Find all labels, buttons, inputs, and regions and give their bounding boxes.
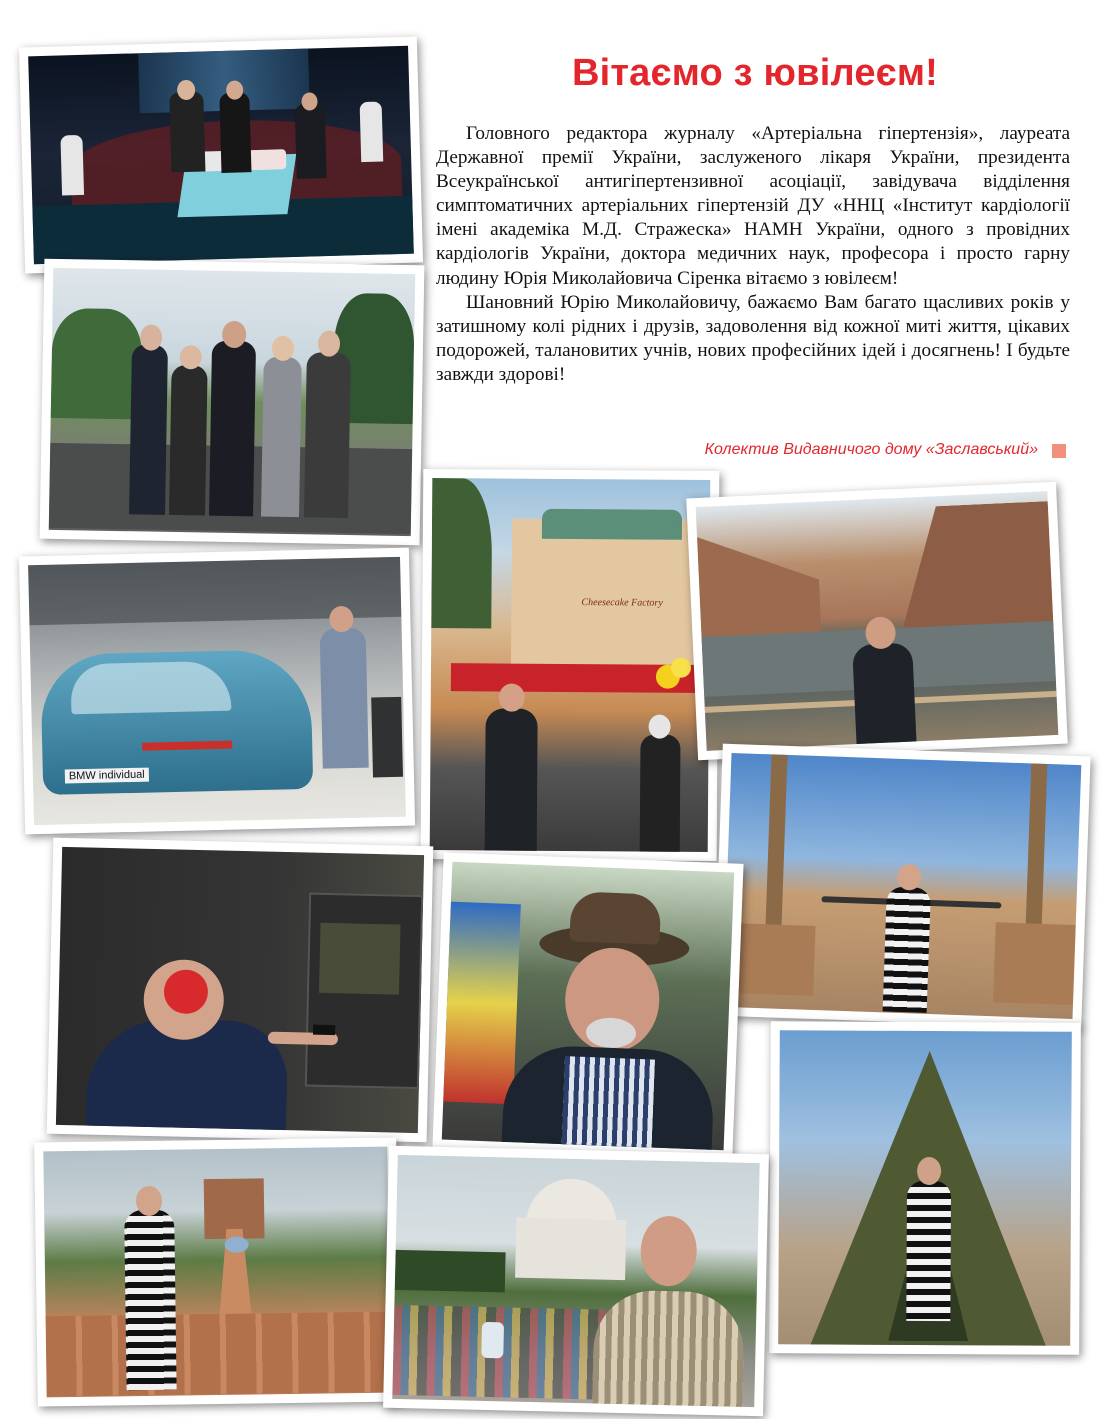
signature: Колектив Видавничого дому «Заславський»: [704, 441, 1038, 458]
photo-stage-cake: [19, 36, 423, 273]
cafe-sign: Cheesecake Factory: [581, 597, 663, 609]
signature-square-icon: [1052, 444, 1066, 458]
photo-desert-arms: [713, 744, 1090, 1029]
photo-group-park: [40, 259, 425, 546]
wishes-paragraph: Шановний Юрію Миколайовичу, бажаємо Вам багато щасливих років у затишному колі рідних і друзів, задоволення від кожної миті життя, цікавих подорожей, талановитих учнів, нових професійних ідей і досягнень! І будьте завжди здорові!: [436, 291, 1070, 385]
photo-man-hat: [432, 852, 743, 1159]
photo-bmw-showroom: [19, 548, 415, 835]
photo-street-cafe: [421, 469, 720, 861]
photo-grass-hut: [769, 1021, 1081, 1355]
photo-canyon-river: [686, 482, 1068, 761]
greeting-paragraph: Головного редактора журналу «Артеріальна гіпертензія», лауреата Державної премії України, заслуженого лікаря України, президента Всеукраїнської антигіпертензивної асоціації, завідувача відділення симптоматичних артеріальних гіпертензій ДУ «ННЦ «Інститут кардіології імені академіка М.Д. Стражеска» НАМН України, одного з провідних кардіологів України, доктора медичних наук, професора і просто гарну людину Юрія Миколайовича Сіренка вітаємо з ювілеєм!: [436, 123, 1070, 289]
photo-garden-palace: [34, 1137, 400, 1406]
bmw-badge: BMW individual: [65, 768, 149, 784]
article-body: [436, 122, 1070, 387]
photo-taj-mahal: [383, 1146, 769, 1417]
photo-shooting-range: [47, 838, 434, 1143]
article-title: Вітаємо з ювілеєм!: [571, 52, 939, 94]
